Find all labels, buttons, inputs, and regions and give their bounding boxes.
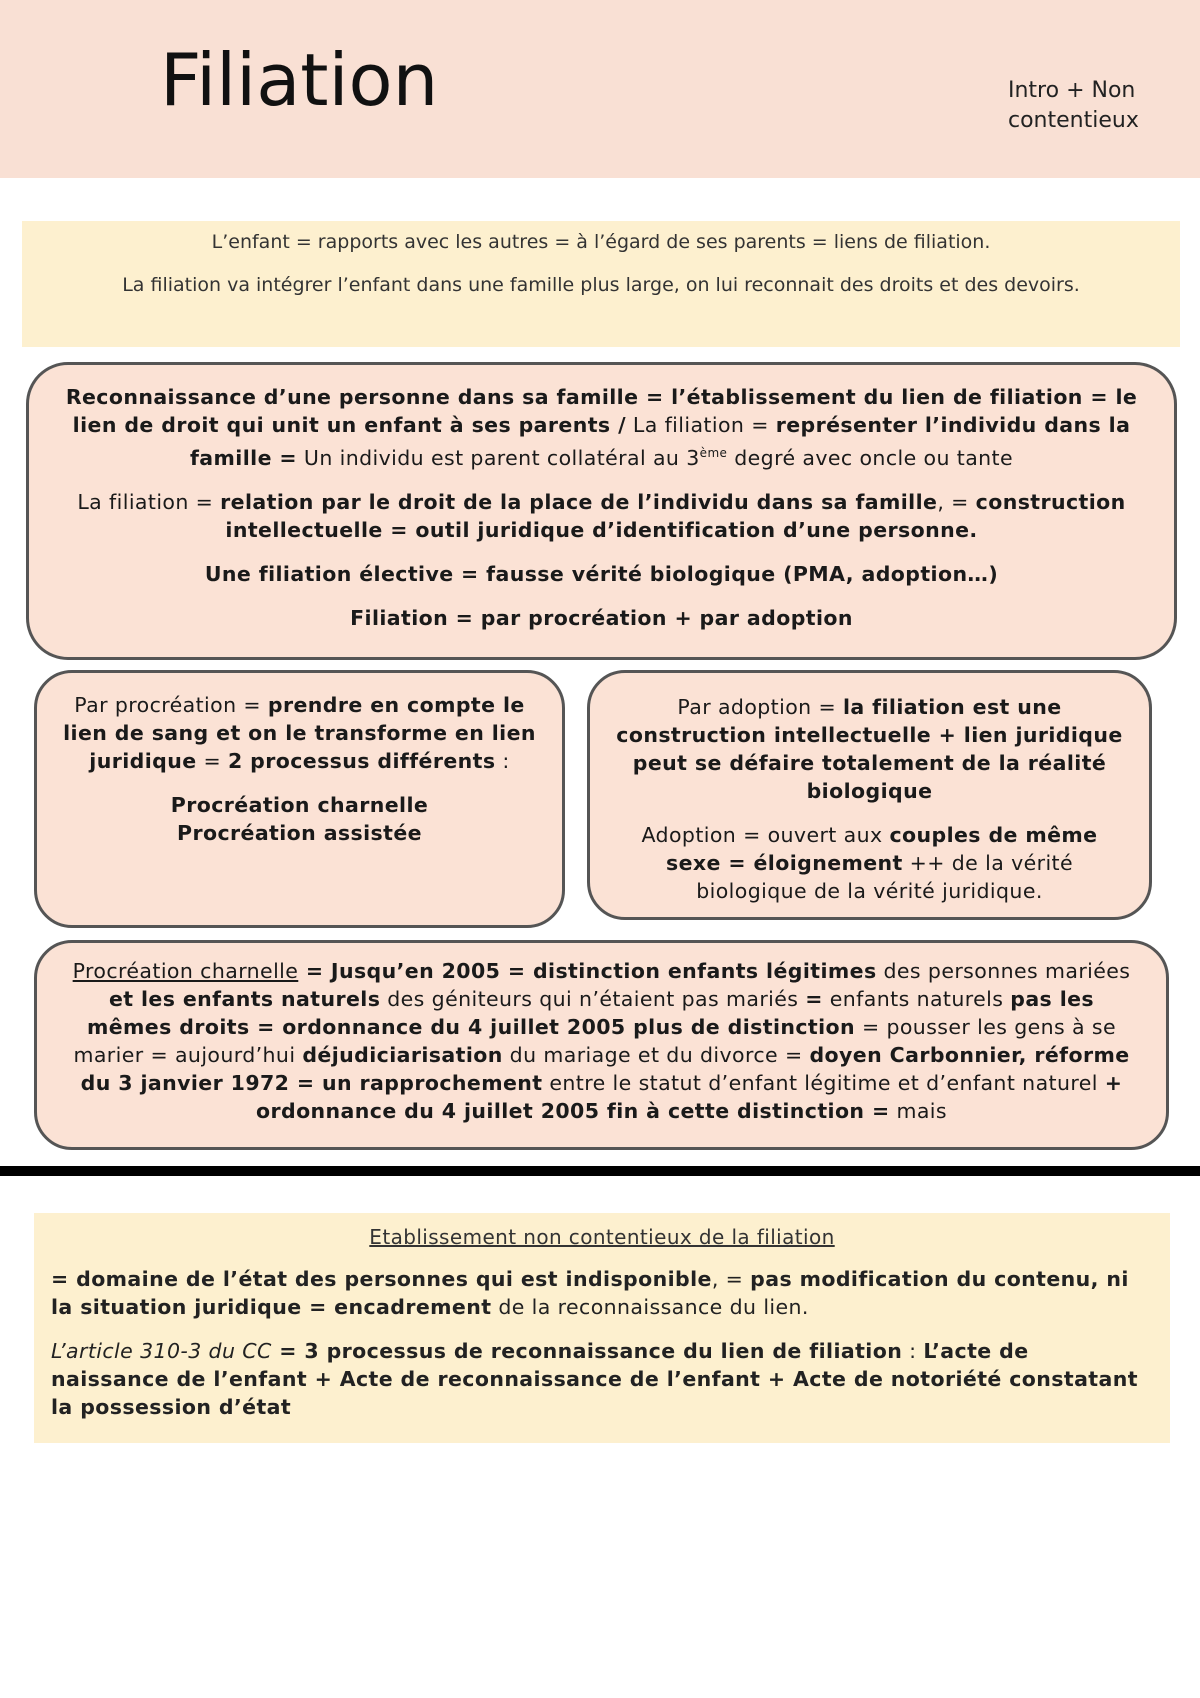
text: de la reconnaissance du lien. [491,1295,809,1319]
definition-paragraph [59,560,1144,588]
charnelle-paragraph [65,957,1138,1125]
bold-text: L’acte de naissance de l’enfant + Acte de reconnaissance de l’enfant + Acte de notoriété constatant la possession d’état [51,1339,1138,1419]
subtitle-line: Intro + Non [1008,78,1136,103]
subtitle-line: contentieux [1008,108,1139,133]
adoption-box [587,670,1152,920]
text: degré avec oncle ou tante [727,445,1014,470]
bold-text: doyen Carbonnier, réforme du 3 janvier 1972 = un rapprochement [80,1043,1130,1095]
text: entre le statut d’enfant légitime et d’enfant naturel [542,1071,1105,1095]
adoption-paragraph [612,693,1127,805]
header-banner [0,0,1200,178]
text: La filiation = [625,413,776,437]
bold-text: Procréation assistée [177,821,422,845]
text: = [196,749,228,773]
text: , = [937,489,976,514]
text: ++ de la vérité biologique de la vérité juridique. [696,851,1073,903]
text: Par procréation = [74,693,268,717]
bold-text: et les enfants naturels [108,987,381,1011]
bold-text: représenter l’individu dans la famille = [189,413,1131,470]
text: : [902,1339,924,1363]
text: = pousser les gens à se marier = aujourd’hui [73,1015,1116,1067]
bold-text: = domaine de l’état des personnes qui est indisponible [51,1267,712,1291]
bold-text: déjudiciarisation [302,1043,503,1067]
bold-text: Une filiation élective = fausse vérité biologique (PMA, adoption…) [204,561,999,586]
bold-text: prendre en compte le lien de sang et on le transforme en lien juridique [63,693,536,773]
underlined-text: Procréation charnelle [72,959,299,983]
bold-text: = [805,987,823,1011]
procreation-item [59,819,540,847]
intro-line: L’enfant = rapports avec les autres = à l’égard de ses parents = liens de filiation. [211,231,991,253]
bold-text: 2 processus différents [227,749,496,773]
definition-paragraph [59,488,1144,544]
page-title: Filiation [160,38,439,122]
intro-box [22,221,1180,347]
page-subtitle [1008,76,1198,136]
bold-text: = 3 processus de reconnaissance du lien de filiation [271,1339,903,1363]
bold-text: la filiation est une construction intellectuelle + lien juridique peut se défaire totalement de la réalité biologique [616,695,1123,803]
procreation-item [59,791,540,819]
section-heading: Etablissement non contentieux de la filiation [369,1225,835,1249]
definition-paragraph [59,604,1144,632]
text: Par adoption = [677,695,843,719]
bold-text: Filiation = par procréation + par adoption [350,605,853,630]
text: des personnes mariées [876,959,1131,983]
bold-text: + ordonnance du 4 juillet 2005 fin à cette distinction = [256,1071,1123,1123]
charnelle-text-area [65,957,1138,1141]
definition-box [26,362,1177,660]
intro-line: La filiation va intégrer l’enfant dans une famille plus large, on lui reconnait des droits et des devoirs. [122,274,1080,296]
text: mais [889,1099,947,1123]
bold-text: Reconnaissance d’une personne dans sa famille = l’établissement du lien de filiation = le lien de droit qui unit un enfant à ses parents / [65,385,1138,437]
text: La filiation = [77,489,221,514]
bold-text: relation par le droit de la place de l’individu dans sa famille [220,489,938,514]
procreation-box [34,670,565,928]
definition-paragraph [59,383,1144,472]
etablissement-box [34,1213,1170,1443]
italic-text: L’article 310-3 du CC [51,1339,272,1363]
bold-text: Procréation charnelle [170,793,429,817]
adoption-paragraph [612,821,1127,905]
procreation-charnelle-box [34,940,1169,1150]
procreation-paragraph [59,691,540,775]
etablissement-paragraph [51,1337,1153,1421]
bold-text: pas modification du contenu, ni la situation juridique = encadrement [51,1267,1129,1319]
text: : [495,749,510,773]
divider [0,1166,1200,1176]
text: des géniteurs qui n’étaient pas mariés [380,987,806,1011]
text: Adoption = ouvert aux [641,823,890,847]
bold-text: = Jusqu’en 2005 = distinction enfants légitimes [298,959,877,983]
text: Un individu est parent collatéral au 3 [297,445,700,470]
superscript: ème [699,446,728,460]
etablissement-paragraph [51,1265,1153,1321]
bold-text: construction intellectuelle = outil juridique d’identification d’une personne. [225,489,1126,542]
text: , = [711,1267,751,1291]
bold-text: pas les mêmes droits = ordonnance du 4 juillet 2005 plus de distinction [86,987,1095,1039]
bold-text: couples de même sexe = éloignement [666,823,1098,875]
text: enfants naturels [822,987,1011,1011]
text: du mariage et du divorce = [502,1043,810,1067]
